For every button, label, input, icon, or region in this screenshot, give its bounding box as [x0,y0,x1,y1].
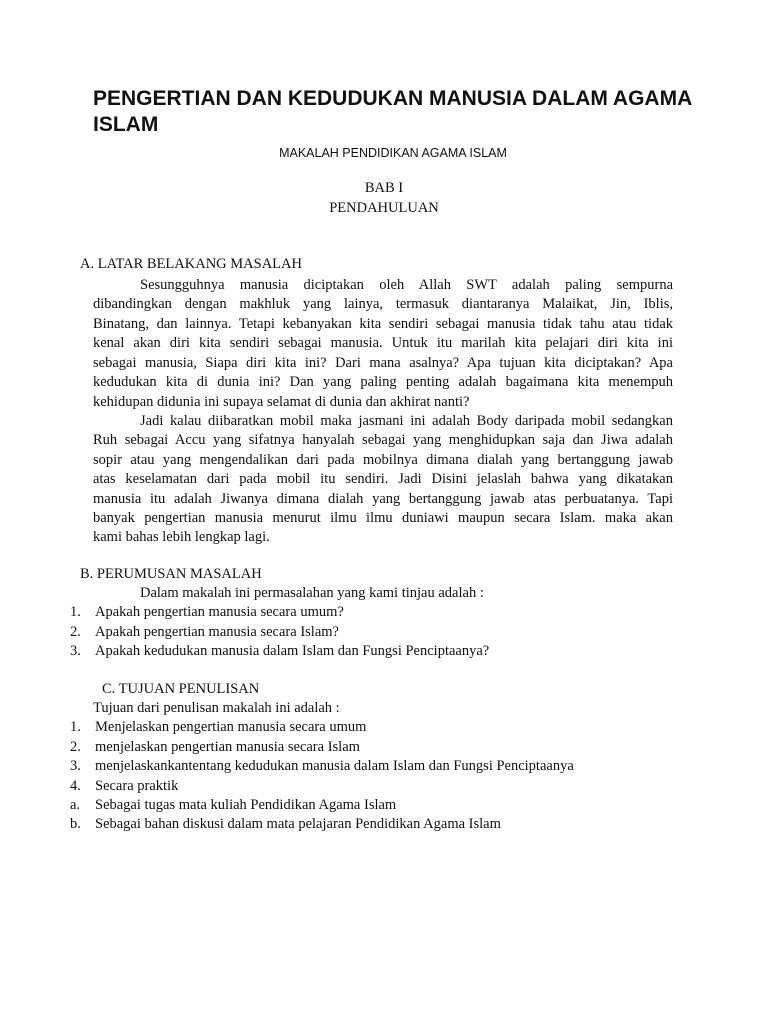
list-item: Apakah pengertian manusia secara umum? [95,604,344,620]
list-marker: 1. [70,719,81,735]
section-c-heading: C. TUJUAN PENULISAN [102,681,260,697]
list-marker: 1. [70,604,81,620]
list-marker: b. [70,816,81,832]
section-c-intro: Tujuan dari penulisan makalah ini adalah : [93,700,340,716]
list-item: menjelaskankantentang kedudukan manusia dalam Islam dan Fungsi Penciptaanya [95,758,574,774]
list-item: Sebagai bahan diskusi dalam mata pelajaran Pendidikan Agama Islam [95,816,501,832]
paragraph-line: atas keselamatan dari pada mobil itu sendiri. Jadi Disini jelaslah bahwa yang dikatakan [93,471,673,487]
list-marker: a. [70,797,81,813]
paragraph-line: dibandingkan dengan makhluk yang lainya, termasuk diantaranya Malaikat, Jin, Iblis, [93,296,673,312]
paragraph-line: manusia itu adalah Jiwanya dimana dialah yang bertanggung jawab atas perbuatanya. Tapi [93,491,673,507]
list-marker: 2. [70,624,81,640]
page-title: PENGERTIAN DAN KEDUDUKAN MANUSIA DALAM AGAMA ISLAM [93,87,692,136]
paragraph-line: sopir atau yang mengendalikan dari pada mobilnya dimana dialah yang bertanggung jawab [93,452,673,468]
list-marker: 3. [70,643,81,659]
paragraph-line: Binatang, dan lainnya. Tetapi kebanyakan kita sendiri sebagai manusia tidak tahu atau tidak [93,316,673,332]
paragraph-line: sebagai manusia, Siapa diri kita ini? Dari mana asalnya? Apa tujuan kita diciptakan? Apa [93,355,673,371]
section-b-intro: Dalam makalah ini permasalahan yang kami tinjau adalah : [140,585,484,601]
list-marker: 2. [70,739,81,755]
list-item: Sebagai tugas mata kuliah Pendidikan Agama Islam [95,797,397,813]
chapter-title: PENDAHULUAN [329,200,439,216]
list-marker: 3. [70,758,81,774]
list-item: Secara praktik [95,778,179,794]
list-item: Apakah kedudukan manusia dalam Islam dan Fungsi Penciptaanya? [95,643,490,659]
paragraph-line: Sesungguhnya manusia diciptakan oleh Allah SWT adalah paling sempurna [140,277,673,293]
list-item: menjelaskan pengertian manusia secara Islam [95,739,360,755]
paragraph-line: banyak pengertian manusia menurut ilmu ilmu duniawi maupun secara Islam. maka akan [93,510,673,526]
section-a-heading: A. LATAR BELAKANG MASALAH [80,256,302,272]
paragraph-line: Jadi kalau diibaratkan mobil maka jasmani ini adalah Body daripada mobil sedangkan [140,413,673,429]
paragraph-line: kedudukan kita di dunia ini? Dan yang paling penting adalah bagaimana kita menempuh [93,374,673,390]
list-item: Menjelaskan pengertian manusia secara umum [95,719,367,735]
paragraph-line: kami bahas lebih lengkap lagi. [93,529,270,545]
list-item: Apakah pengertian manusia secara Islam? [95,624,339,640]
list-marker: 4. [70,778,81,794]
paragraph-line: kenal akan diri kita sendiri sebagai manusia. Untuk itu marilah kita pelajari diri kita ini [93,335,673,351]
section-b-heading: B. PERUMUSAN MASALAH [80,566,262,582]
chapter-number: BAB I [364,180,404,196]
document-subtitle: MAKALAH PENDIDIKAN AGAMA ISLAM [279,146,507,160]
paragraph-line: kehidupan didunia ini supaya selamat di dunia dan akhirat nanti? [93,394,470,410]
paragraph-line: Ruh sebagai Accu yang sifatnya hanyalah sebagai yang menghidupkan saja dan Jiwa adalah [93,432,673,448]
